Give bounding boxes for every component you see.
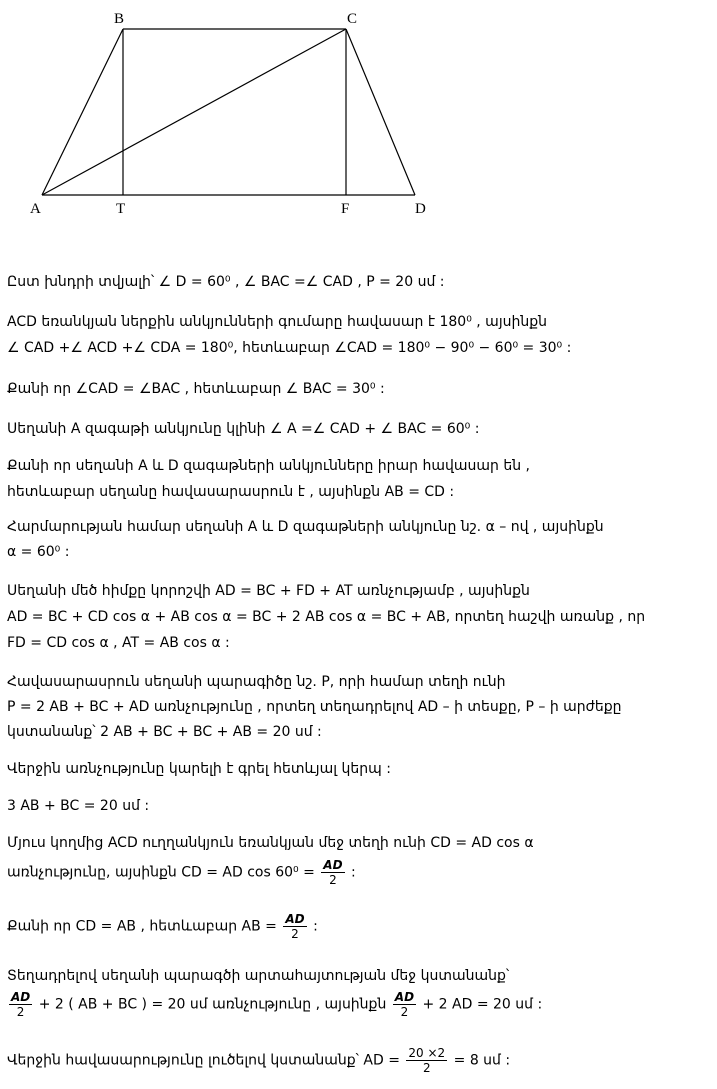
- text-line: Սեղանի A զագաթի անկյունը կլինի ∠ A =∠ CAD + ∠ BAC = 60⁰ :: [7, 421, 480, 437]
- formula-line: Քանի որ CD = AB , հետևաբար AB = $\frac{AD}{2}$ :: [7, 912, 318, 941]
- label-t: T: [116, 201, 126, 217]
- fraction: $\frac{AD}{2}$: [394, 990, 415, 1019]
- label-b: B: [114, 11, 125, 27]
- fraction: $\frac{20 \times 2}{2}$: [408, 1046, 446, 1075]
- text-line: Սեղանի մեծ հիմքը կորոշվի AD = BC + FD + AT առնչությամբ , այսինքն: [7, 583, 530, 599]
- label-f: F: [341, 201, 350, 217]
- diagonal-ac: [42, 29, 346, 195]
- text-line: Քանի որ սեղանի A և D զագաթների անկյունները իրար հավասար են ,: [7, 458, 530, 474]
- text-line: α = 60⁰ :: [7, 544, 70, 560]
- text-line: Ըստ խնդրի տվյալի՝ ∠ D = 60⁰ , ∠ BAC =∠ CAD , P = 20 սմ :: [7, 274, 445, 290]
- text-line: FD = CD cos α , AT = AB cos α :: [7, 635, 230, 651]
- label-c: C: [347, 11, 358, 27]
- trapezoid-figure: [0, 0, 440, 225]
- text-line: ∠ CAD +∠ ACD +∠ CDA = 180⁰, հետևաբար ∠CAD = 180⁰ − 90⁰ − 60⁰ = 30⁰ :: [7, 340, 572, 356]
- text-line: Վերջին առնչությունը կարելի է գրել հետևյալ կերպ :: [7, 761, 391, 777]
- formula-line: $\frac{AD}{2}$ + 2 ( AB + BC ) = 20 սմ առնչությունը , այսինքն $\frac{AD}{2}$ + 2 AD = 20 սմ :: [11, 990, 543, 1019]
- label-d: D: [415, 201, 426, 217]
- text-line: Մյուս կողմից ACD ուղղանկյուն եռանկյան մեջ տեղի ունի CD = AD cos α: [7, 835, 534, 851]
- fraction: $\frac{AD}{2}$: [323, 858, 343, 887]
- formula-line: Վերջին հավասարությունը լուծելով կստանանք՝ AD = $\frac{20 \times 2}{2}$ = 8 սմ :: [7, 1046, 511, 1075]
- fraction: $\frac{AD}{2}$: [285, 912, 305, 941]
- side-ab: [42, 29, 123, 195]
- formula-line: առնչությունը, այսինքն CD = AD cos 60⁰ = $\frac{AD}{2}$ :: [7, 858, 356, 887]
- text-line: ACD եռանկյան ներքին անկյունների գումարը հավասար է 180⁰ , այսինքն: [7, 314, 548, 330]
- text-line: Տեղադրելով սեղանի պարագծի արտահայտության մեջ կստանանք՝: [7, 968, 510, 984]
- text-line: P = 2 AB + BC + AD առնչությունը , որտեղ տեղադրելով AD – ի տեսքը, P – ի արժեքը: [7, 699, 622, 715]
- text-line: Հարմարության համար սեղանի A և D զագաթների անկյունը նշ. α – ով , այսինքն: [7, 519, 604, 535]
- label-a: A: [30, 201, 41, 217]
- fraction: $\frac{AD}{2}$: [11, 990, 31, 1019]
- text-line: հետևաբար սեղանը հավասարասրուն է , այսինքն AB = CD :: [7, 484, 455, 500]
- text-line: կստանանք՝ 2 AB + BC + BC + AB = 20 սմ :: [7, 724, 322, 740]
- text-line: Քանի որ ∠CAD = ∠BAC , հետևաբար ∠ BAC = 30⁰ :: [7, 381, 385, 397]
- text-line: Հավասարասրուն սեղանի պարագիծը նշ. P, որի համար տեղի ունի: [7, 674, 506, 690]
- side-cd: [346, 29, 415, 195]
- text-line: AD = BC + CD cos α + AB cos α = BC + 2 AB cos α = BC + AB, որտեղ հաշվի առանք , որ: [7, 609, 646, 625]
- text-line: 3 AB + BC = 20 սմ :: [7, 798, 150, 814]
